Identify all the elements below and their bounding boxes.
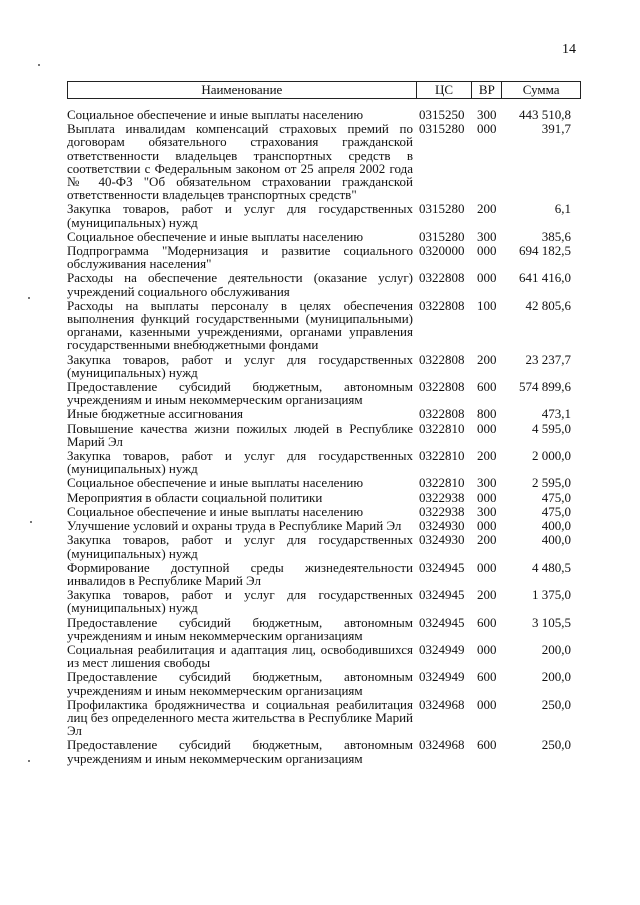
- row-name: Социальное обеспечение и иные выплаты населению: [67, 228, 364, 244]
- row-cs: 0322938: [419, 489, 465, 505]
- row-cs: 0315280: [419, 121, 465, 137]
- row-cs: 0315250: [419, 107, 465, 122]
- row-cs: 0322810: [419, 420, 465, 436]
- table-row: [67, 533, 581, 559]
- table-row: [67, 449, 581, 475]
- row-sum: 443 510,8: [519, 107, 571, 122]
- row-name: Выплата инвалидам компенсаций страховых премий по договорам обязательного страхования гражданской ответственности владельцев транспортных средств в соответствии с Федеральным законом от 25 апреля 2002 года № 40-ФЗ "Об обязательном страховании гражданской ответственности владельцев транспортных средств": [67, 121, 413, 203]
- margin-mark: [30, 521, 32, 523]
- row-sum: 200,0: [541, 641, 571, 657]
- row-cs: 0320000: [419, 243, 465, 259]
- table-row: [67, 353, 581, 379]
- table-row: [67, 202, 581, 228]
- page-number: 14: [562, 42, 576, 57]
- header-vr: ВР: [472, 82, 502, 98]
- row-name: Формирование доступной среды жизнедеятельности инвалидов в Республике Марий Эл: [67, 559, 413, 588]
- row-vr: 200: [477, 201, 497, 217]
- table-row: [67, 422, 581, 448]
- row-cs: 0324949: [419, 669, 465, 685]
- row-name: Повышение качества жизни пожилых людей в Республике Марий Эл: [67, 420, 413, 449]
- row-vr: 000: [477, 243, 497, 259]
- row-vr: 100: [477, 297, 497, 313]
- row-sum: 400,0: [541, 518, 571, 534]
- row-vr: 000: [477, 696, 497, 712]
- row-cs: 0322808: [419, 297, 465, 313]
- row-vr: 600: [477, 379, 497, 395]
- row-cs: 0324968: [419, 737, 465, 753]
- row-vr: 000: [477, 518, 497, 534]
- table-row: [67, 380, 581, 406]
- table-body: [67, 108, 581, 766]
- row-name: Улучшение условий и охраны труда в Республике Марий Эл: [67, 518, 402, 534]
- row-vr: 600: [477, 669, 497, 685]
- row-cs: 0322808: [419, 351, 465, 367]
- row-sum: 574 899,6: [519, 379, 571, 395]
- table-row: [67, 476, 581, 489]
- row-name: Предоставление субсидий бюджетным, автономным учреждениям и иным некоммерческим организациям: [67, 614, 413, 643]
- row-cs: 0324949: [419, 641, 465, 657]
- row-vr: 000: [477, 270, 497, 286]
- row-vr: 200: [477, 532, 497, 548]
- row-vr: 200: [477, 448, 497, 464]
- row-vr: 800: [477, 406, 497, 422]
- row-sum: 475,0: [541, 489, 571, 505]
- row-sum: 2 000,0: [532, 448, 571, 464]
- row-name: Расходы на выплаты персоналу в целях обеспечения выполнения функций государственными (муниципальными) органами, казенными учреждениями, органами управления государственными внебюджетными фондами: [67, 297, 413, 353]
- row-cs: 0322810: [419, 448, 465, 464]
- table-row: [67, 643, 581, 669]
- margin-mark: [28, 297, 30, 299]
- row-sum: 200,0: [541, 669, 571, 685]
- row-vr: 600: [477, 737, 497, 753]
- row-sum: 641 416,0: [519, 270, 571, 286]
- row-vr: 300: [477, 475, 497, 491]
- row-vr: 000: [477, 420, 497, 436]
- row-name: Социальная реабилитация и адаптация лиц, освободившихся из мест лишения свободы: [67, 641, 413, 671]
- row-name: Предоставление субсидий бюджетным, автономным учреждениям и иным некоммерческим организациям: [67, 737, 413, 766]
- row-cs: 0322808: [419, 270, 465, 286]
- row-name: Закупка товаров, работ и услуг для государственных (муниципальных) нужд: [67, 532, 413, 561]
- row-sum: 475,0: [541, 503, 571, 519]
- row-sum: 1 375,0: [532, 587, 571, 603]
- row-sum: 23 237,7: [525, 351, 571, 367]
- row-sum: 2 595,0: [532, 475, 571, 491]
- row-name: Социальное обеспечение и иные выплаты населению: [67, 503, 364, 519]
- row-sum: 400,0: [541, 532, 571, 548]
- row-name: Закупка товаров, работ и услуг для государственных (муниципальных) нужд: [67, 587, 413, 616]
- row-sum: 3 105,5: [532, 614, 571, 630]
- row-cs: 0322808: [419, 406, 465, 422]
- row-sum: 4 595,0: [532, 420, 571, 436]
- row-name: Предоставление субсидий бюджетным, автономным учреждениям и иным некоммерческим организациям: [67, 669, 413, 698]
- table-row: [67, 670, 581, 696]
- row-sum: 391,7: [541, 121, 571, 137]
- row-cs: 0322810: [419, 475, 465, 491]
- row-vr: 000: [477, 489, 497, 505]
- table-row: [67, 588, 581, 614]
- row-sum: 694 182,5: [519, 243, 571, 259]
- row-sum: 6,1: [554, 201, 571, 217]
- table-row: [67, 616, 581, 642]
- row-vr: 000: [477, 559, 497, 575]
- header-sum: Сумма: [522, 82, 560, 97]
- row-sum: 42 805,6: [525, 297, 571, 313]
- row-name: Социальное обеспечение и иные выплаты населению: [67, 475, 364, 491]
- row-sum: 250,0: [541, 737, 571, 753]
- row-name: Закупка товаров, работ и услуг для государственных (муниципальных) нужд: [67, 448, 413, 477]
- row-sum: 473,1: [541, 406, 571, 422]
- table-row: [67, 561, 581, 587]
- margin-mark: [38, 64, 40, 66]
- header-name: Наименование: [68, 82, 417, 98]
- row-cs: 0315280: [419, 228, 465, 244]
- row-vr: 600: [477, 614, 497, 630]
- row-name: Иные бюджетные ассигнования: [67, 406, 244, 422]
- row-name: Закупка товаров, работ и услуг для государственных (муниципальных) нужд: [67, 201, 413, 230]
- row-vr: 200: [477, 587, 497, 603]
- table-row: [67, 407, 581, 420]
- table-row: [67, 299, 581, 352]
- row-vr: 300: [477, 503, 497, 519]
- row-cs: 0324968: [419, 696, 465, 712]
- row-name: Закупка товаров, работ и услуг для государственных (муниципальных) нужд: [67, 351, 413, 380]
- row-cs: 0322808: [419, 379, 465, 395]
- row-vr: 000: [477, 121, 497, 137]
- row-vr: 300: [477, 107, 497, 122]
- row-sum: 4 480,5: [532, 559, 571, 575]
- row-cs: 0324930: [419, 518, 465, 534]
- row-cs: 0324930: [419, 532, 465, 548]
- row-cs: 0324945: [419, 587, 465, 603]
- row-name: Профилактика бродяжничества и социальная реабилитация лиц без определенного места жительства в Республике Марий Эл: [67, 696, 413, 739]
- row-name: Подпрограмма "Модернизация и развитие социального обслуживания населения": [67, 243, 413, 272]
- row-sum: 250,0: [541, 696, 571, 712]
- table-row: [67, 244, 581, 270]
- table-row: [67, 491, 581, 504]
- table-row: [67, 108, 581, 121]
- header-cs: ЦС: [417, 82, 473, 98]
- table-row: [67, 519, 581, 532]
- row-name: Мероприятия в области социальной политики: [67, 489, 323, 505]
- table-row: [67, 271, 581, 297]
- table-row: [67, 122, 581, 201]
- margin-mark: [28, 760, 30, 762]
- row-name: Расходы на обеспечение деятельности (оказание услуг) учреждений социального обслуживания: [67, 270, 413, 299]
- row-vr: 000: [477, 641, 497, 657]
- row-vr: 300: [477, 228, 497, 244]
- row-vr: 200: [477, 351, 497, 367]
- row-cs: 0324945: [419, 614, 465, 630]
- row-cs: 0315280: [419, 201, 465, 217]
- row-name: Социальное обеспечение и иные выплаты населению: [67, 107, 364, 122]
- row-sum: 385,6: [541, 228, 571, 244]
- row-cs: 0324945: [419, 559, 465, 575]
- table-row: [67, 698, 581, 738]
- table-row: [67, 230, 581, 243]
- row-cs: 0322938: [419, 503, 465, 519]
- table-row: [67, 505, 581, 518]
- table-row: [67, 738, 581, 764]
- table-header: [67, 81, 581, 99]
- row-name: Предоставление субсидий бюджетным, автономным учреждениям и иным некоммерческим организациям: [67, 379, 413, 408]
